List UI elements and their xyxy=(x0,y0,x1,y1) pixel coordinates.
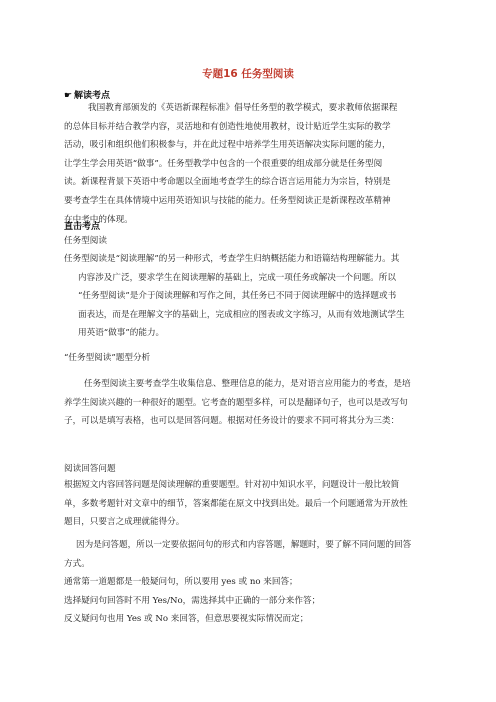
paragraph-line: 我国教育部颁发的《英语新课程标准》倡导任务型的教学模式，要求教师依据课程 xyxy=(88,103,398,113)
paragraph-line: 内容涉及广泛，要求学生在阅读理解的基础上，完成一项任务或解决一个问题。所以 xyxy=(78,272,396,283)
paragraph-line: 单，多数考题针对文章中的细节，答案都能在原文中找到出处。最后一个问题通常为开放性 xyxy=(64,498,408,509)
paragraph-line: 用英语“做事”的能力。 xyxy=(78,328,165,339)
paragraph-line: 读。新课程背景下英语中考命题以全面地考查学生的综合语言运用能力为宗旨，特别是 xyxy=(64,177,391,188)
definition-paragraph xyxy=(64,250,444,343)
qa-paragraph xyxy=(64,476,444,532)
paragraph-line: 活动，吸引和组织他们积极参与，并在此过程中培养学生用英语解决实际问题的能力， xyxy=(64,140,391,151)
paragraph-line: 方式。 xyxy=(64,558,90,569)
analysis-paragraph xyxy=(64,375,444,431)
paragraph-line: 反义疑问句也用 Yes 或 No 来回答，但意思要视实际情况而定； xyxy=(64,614,309,625)
subheading-task-reading: 任务型阅读 xyxy=(64,236,107,246)
paragraph-line: 因为是问答题，所以一定要依据问句的形式和内容答题，解题时，要了解不同问题的回答 xyxy=(76,540,412,550)
section-heading-label: 解读考点 xyxy=(74,91,111,101)
paragraph-line: 通常第一道题都是一般疑问句，所以要用 yes 或 no 来回答； xyxy=(64,577,298,588)
paragraph-line: 任务型阅读主要考查学生收集信息、整理信息的能力，是对语言应用能力的考查，是培 xyxy=(84,379,411,389)
paragraph-line: 面表达，而是在理解文字的基础上，完成相应的图表或文字练习，从而有效地测试学生 xyxy=(78,309,405,320)
paragraph-line: 的总体目标并结合教学内容，灵活地和有创造性地使用教材，设计贴近学生实际的教学 xyxy=(64,121,391,132)
section-heading-direct-points: 直击考点 xyxy=(64,222,101,232)
subheading-analysis: “任务型阅读”题型分析 xyxy=(64,353,151,363)
paragraph-line: 选择疑问句回答时不用 Yes/No，需选择其中正确的一部分来作答； xyxy=(64,595,321,606)
paragraph-line: “任务型阅读”是介于阅读理解和写作之间，其任务已不同于阅读理解中的选择题或书 xyxy=(78,291,397,302)
paragraph-line: 养学生阅读兴趣的一种很好的题型。它考查的题型多样，可以是翻译句子，也可以是改写句 xyxy=(64,397,408,408)
paragraph-line: 任务型阅读是“阅读理解”的另一种形式，考查学生归纳概括能力和语篇结构理解能力。其 xyxy=(64,254,400,264)
answer-forms-paragraph xyxy=(64,536,444,629)
paragraph-line: 题目，只要言之成理就能得分。 xyxy=(64,517,185,528)
document-title: 专题16 任务型阅读 xyxy=(202,68,294,80)
paragraph-line: 子，可以是填写表格，也可以是回答问题。根据对任务设计的要求不同可将其分为三类： xyxy=(64,416,400,427)
intro-paragraph xyxy=(64,99,442,229)
paragraph-line: 要考查学生在具体情境中运用英语知识与技能的能力。任务型阅读正是新课程改革精神 xyxy=(64,195,391,206)
paragraph-line: 根据短文内容回答问题是阅读理解的重要题型。针对初中知识水平，问题设计一般比较简 xyxy=(64,480,400,490)
pointing-hand-icon: ☛ xyxy=(64,91,73,101)
paragraph-line: 在中考中的体现。 xyxy=(64,214,133,225)
paragraph-line: 让学生学会用英语“做事”。任务型教学中包含的一个很重要的组成部分就是任务型阅 xyxy=(64,158,383,169)
subheading-reading-qa: 阅读回答问题 xyxy=(64,464,116,474)
